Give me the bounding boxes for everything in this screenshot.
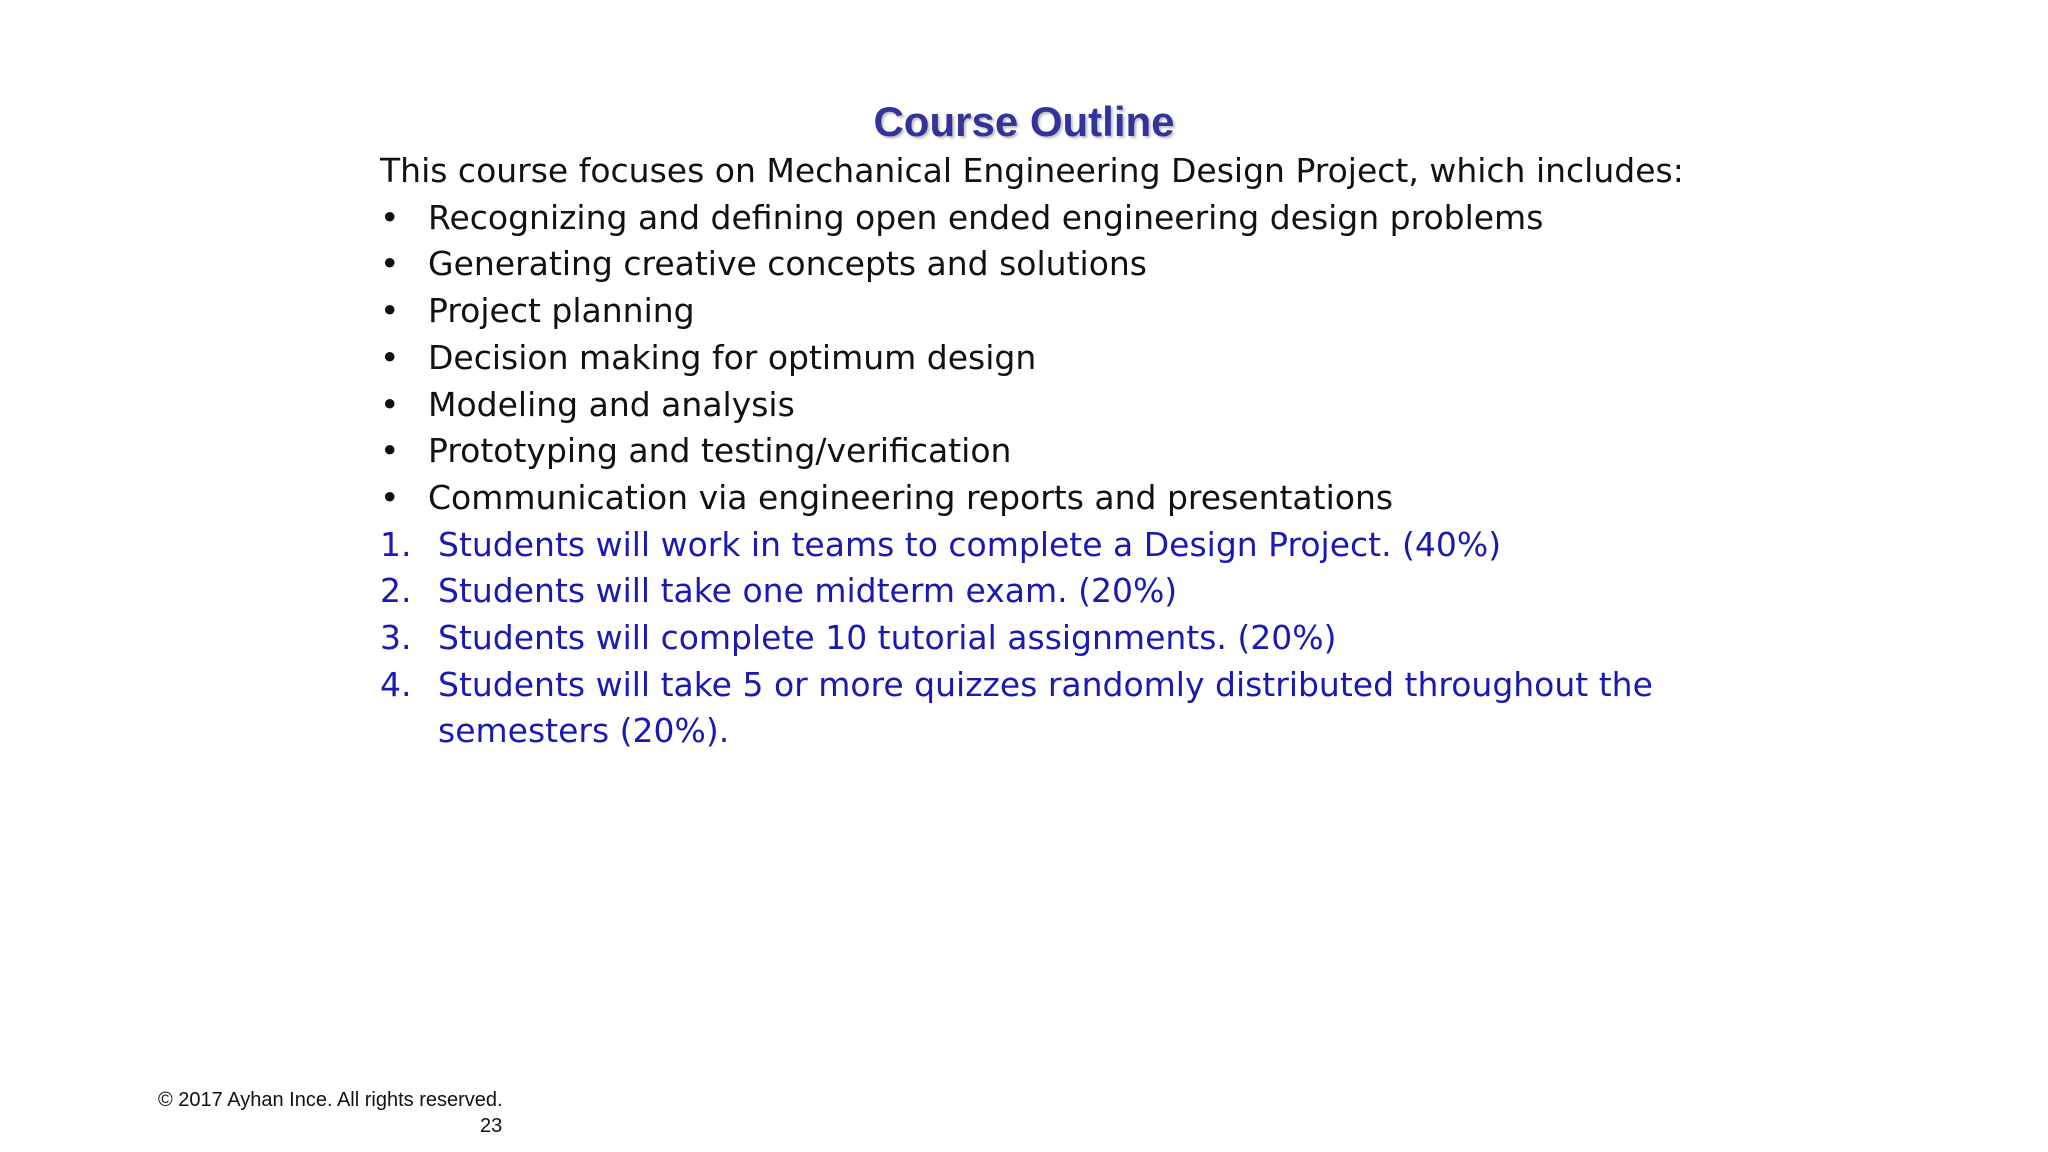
item-number: 1.	[380, 524, 412, 564]
numbered-text: Students will work in teams to complete a Design Project. (40%)	[438, 524, 1502, 564]
bullet-item	[380, 382, 1700, 429]
slide-title: Course Outline	[873, 98, 1175, 145]
bullet-icon: •	[380, 384, 400, 424]
page-number: 23	[480, 1115, 503, 1137]
bullet-icon: •	[380, 291, 400, 331]
numbered-text: Students will complete 10 tutorial assignments. (20%)	[438, 618, 1337, 658]
bullet-item	[380, 428, 1700, 475]
bullet-icon: •	[380, 477, 400, 517]
numbered-text: Students will take one midterm exam. (20%)	[438, 571, 1178, 611]
numbered-item	[380, 568, 1700, 615]
bullet-text: Prototyping and testing/verification	[428, 431, 1012, 471]
bullet-item	[380, 241, 1700, 288]
bullet-icon: •	[380, 244, 400, 284]
bullet-text: Communication via engineering reports and presentations	[428, 477, 1394, 517]
numbered-item	[380, 662, 1700, 755]
bullet-text: Decision making for optimum design	[428, 337, 1037, 377]
numbered-list	[380, 522, 1700, 756]
item-number: 4.	[380, 664, 412, 704]
bullet-item	[380, 475, 1700, 522]
bullet-text: Recognizing and defining open ended engineering design problems	[428, 197, 1544, 237]
intro-text: This course focuses on Mechanical Engineering Design Project, which includes:	[380, 151, 1684, 190]
numbered-item	[380, 615, 1700, 662]
bullet-item	[380, 195, 1700, 242]
item-number: 2.	[380, 571, 412, 611]
numbered-text: Students will take 5 or more quizzes randomly distributed throughout the semesters (20%).	[438, 664, 1653, 751]
bullet-text: Generating creative concepts and solutions	[428, 244, 1147, 284]
bullet-text: Project planning	[428, 291, 695, 331]
bullet-list	[380, 195, 1700, 522]
numbered-item	[380, 522, 1700, 569]
bullet-icon: •	[380, 197, 400, 237]
bullet-item	[380, 288, 1700, 335]
slide-body	[380, 148, 1700, 755]
bullet-item	[380, 335, 1700, 382]
item-number: 3.	[380, 618, 412, 658]
bullet-icon: •	[380, 431, 400, 471]
bullet-icon: •	[380, 337, 400, 377]
bullet-text: Modeling and analysis	[428, 384, 795, 424]
copyright-text: © 2017 Ayhan Ince. All rights reserved.	[158, 1089, 503, 1111]
